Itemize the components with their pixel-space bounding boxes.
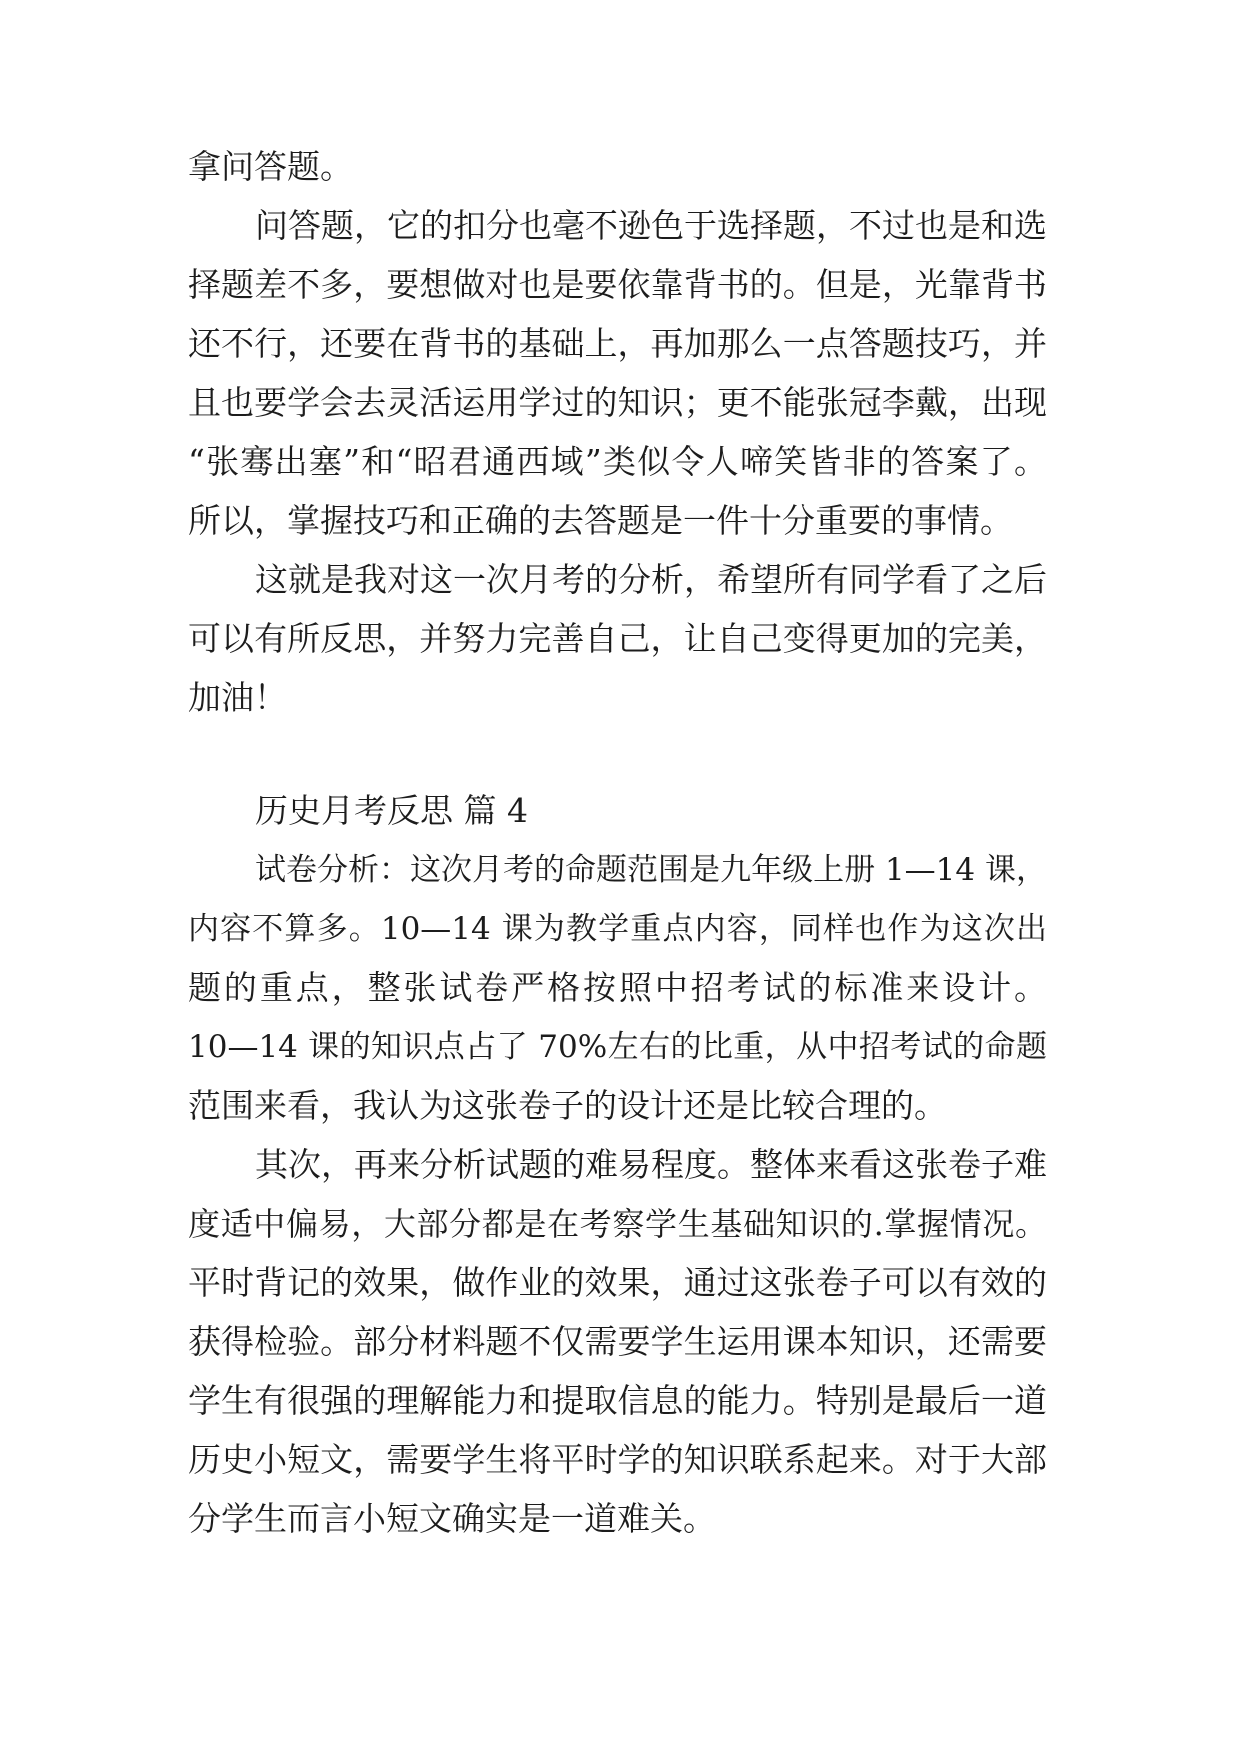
text-line-content: 其次，再来分析试题的难易程度。整体来看这张卷子难 [255, 1145, 1047, 1184]
text-line [0, 1077, 1241, 1135]
text-line [0, 1313, 1241, 1371]
text-line-content: 所以，掌握技巧和正确的去答题是一件十分重要的事情。 [188, 501, 1013, 540]
text-line-content: 分学生而言小短文确实是一道难关。 [188, 1499, 716, 1538]
text-line [0, 610, 1241, 668]
text-line-content: 这就是我对这一次月考的分析，希望所有同学看了之后 [255, 560, 1047, 599]
text-line [0, 959, 1241, 1017]
paragraph-first-line [0, 841, 1241, 899]
text-line-content: 可以有所反思，并努力完善自己，让自己变得更加的完美， [188, 619, 1047, 658]
text-line [0, 374, 1241, 432]
text-line [0, 315, 1241, 373]
text-line-content: 10—14 课的知识点占了 70%左右的比重，从中招考试的命题 [188, 1029, 1047, 1065]
paragraph-first-line [0, 197, 1241, 255]
text-line-content: 问答题，它的扣分也毫不逊色于选择题，不过也是和选 [255, 206, 1047, 245]
section-heading [0, 782, 1241, 840]
text-line-content: 历史小短文，需要学生将平时学的知识联系起来。对于大部 [188, 1440, 1047, 1479]
paragraph-first-line [0, 1136, 1241, 1194]
text-line [0, 138, 1241, 196]
text-line [0, 492, 1241, 550]
text-line-content: 加油！ [188, 678, 287, 717]
text-line [0, 1195, 1241, 1253]
text-line [0, 900, 1241, 958]
text-line-content: 度适中偏易，大部分都是在考察学生基础知识的.掌握情况。 [188, 1205, 1047, 1243]
text-line-content: 平时背记的效果，做作业的效果，通过这张卷子可以有效的 [188, 1263, 1047, 1302]
text-line [0, 1490, 1241, 1548]
text-line-content: 还不行，还要在背书的基础上，再加那么一点答题技巧，并 [188, 324, 1047, 363]
text-line [0, 1431, 1241, 1489]
text-line-content: “张骞出塞”和“昭君通西域”类似令人啼笑皆非的答案了。 [188, 442, 1047, 481]
paragraph-first-line [0, 551, 1241, 609]
text-line [0, 1372, 1241, 1430]
text-line-content: 内容不算多。10—14 课为教学重点内容，同样也作为这次出 [188, 911, 1047, 947]
text-line [0, 1254, 1241, 1312]
text-line-content: 范围来看，我认为这张卷子的设计还是比较合理的。 [188, 1086, 947, 1125]
text-line-content: 择题差不多，要想做对也是要依靠背书的。但是，光靠背书 [188, 265, 1047, 304]
text-line-content: 学生有很强的理解能力和提取信息的能力。特别是最后一道 [188, 1381, 1047, 1420]
text-line [0, 256, 1241, 314]
text-line-content: 获得检验。部分材料题不仅需要学生运用课本知识，还需要 [188, 1322, 1047, 1361]
text-line [0, 433, 1241, 491]
text-line-content: 拿问答题。 [188, 147, 353, 186]
text-line-content: 试卷分析：这次月考的命题范围是九年级上册 1—14 课， [255, 852, 1047, 888]
text-line [0, 1018, 1241, 1076]
text-line [0, 669, 1241, 727]
section-heading-text: 历史月考反思 篇 4 [255, 791, 528, 830]
text-line-content: 题的重点，整张试卷严格按照中招考试的标准来设计。 [188, 968, 1047, 1007]
text-line-content: 且也要学会去灵活运用学过的知识；更不能张冠李戴，出现 [188, 383, 1047, 422]
